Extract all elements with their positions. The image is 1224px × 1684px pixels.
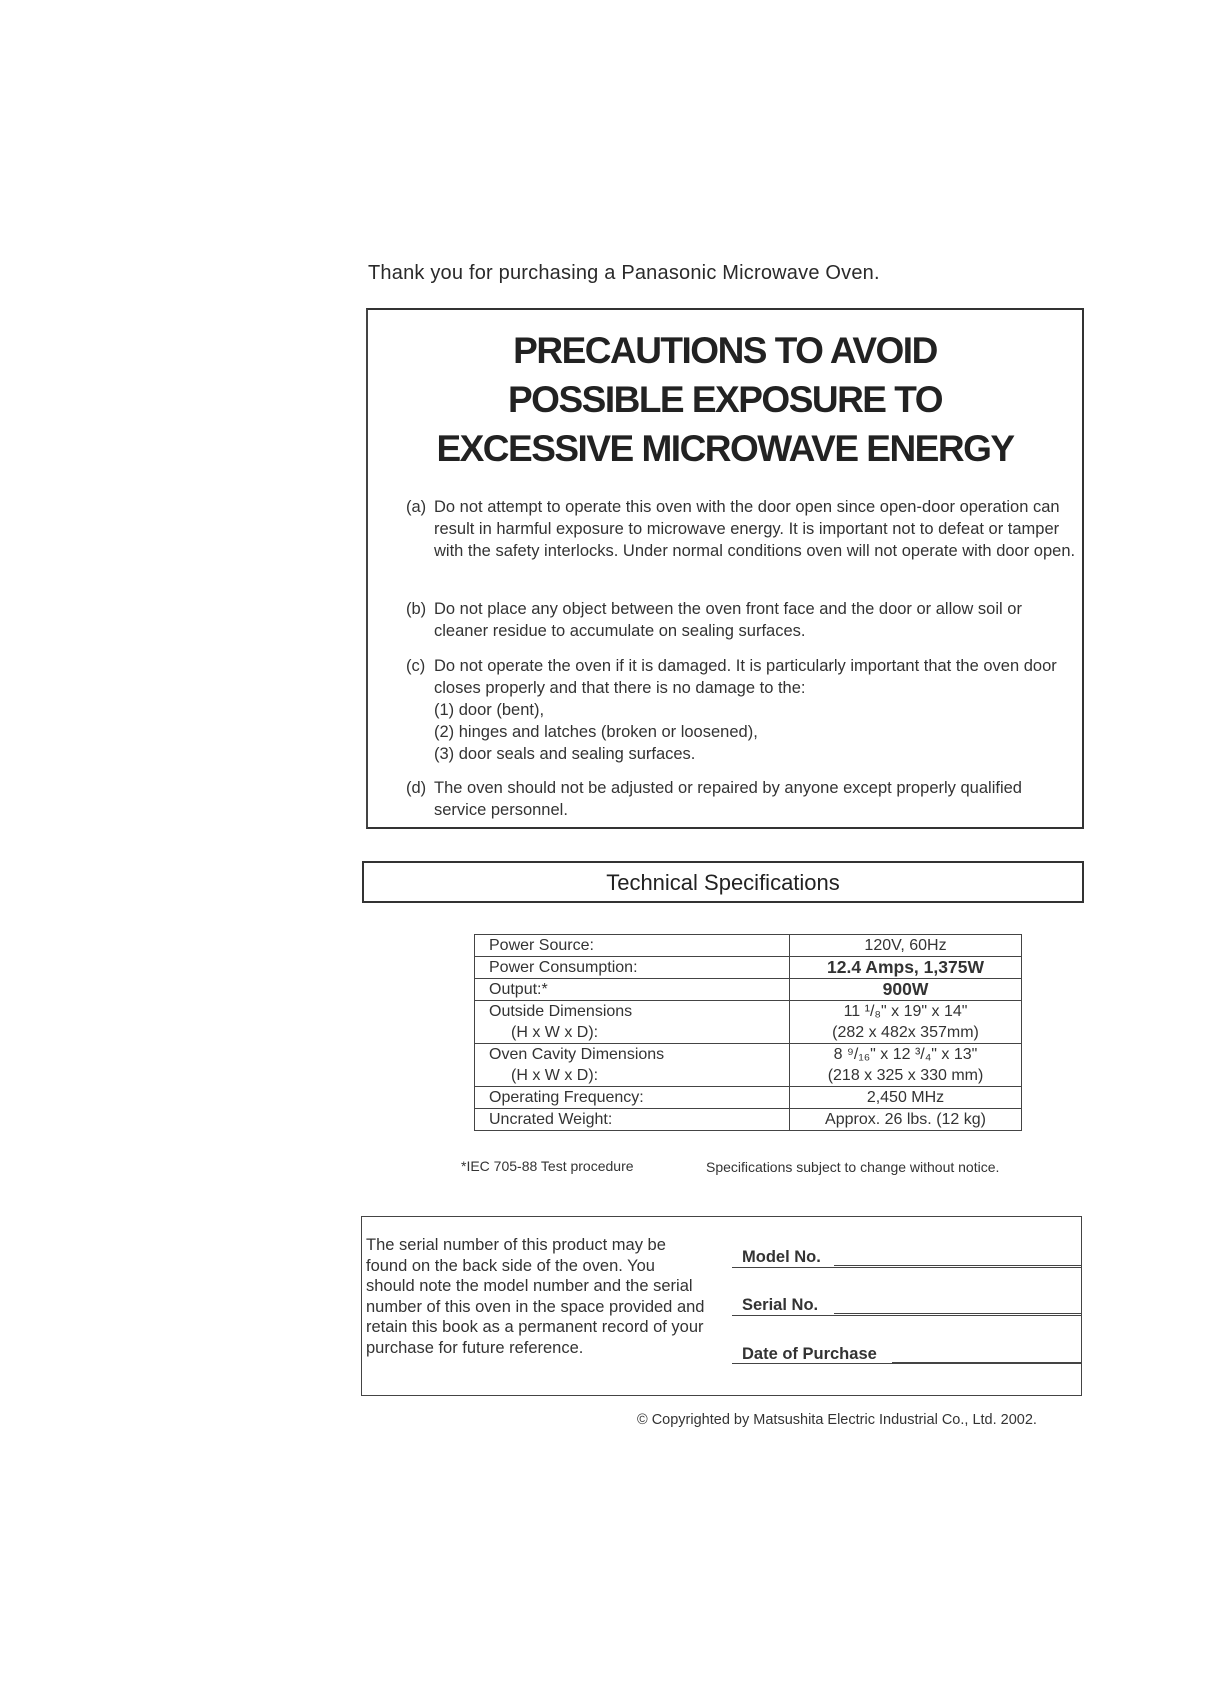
model-no-label: Model No.: [742, 1248, 821, 1266]
item-text: Do not attempt to operate this oven with the door open since open-door operation can result in harmful exposure to microwave energy. It is important not to defeat or tamper with the safety interlocks. Under normal conditions oven will not operate with door open.: [434, 498, 1076, 560]
precautions-title-line-3: EXCESSIVE MICROWAVE ENERGY: [436, 428, 1014, 469]
footnote: *IEC 705-88 Test procedure: [461, 1158, 634, 1174]
spec-label: [475, 1044, 790, 1087]
sub-item: (1) door (bent),: [434, 701, 545, 719]
tech-spec-title: Technical Specifications: [606, 870, 840, 895]
spec-label: Operating Frequency:: [475, 1087, 790, 1109]
spec-label: Output:*: [475, 979, 790, 1001]
spec-value: 2,450 MHz: [790, 1087, 1022, 1109]
precaution-item-a: [406, 496, 1076, 562]
spec-table: [474, 934, 1022, 1131]
table-row: [475, 1001, 1022, 1044]
spec-label: [475, 1001, 790, 1044]
sub-item: (2) hinges and latches (broken or loosened),: [434, 723, 758, 741]
date-of-purchase-label: Date of Purchase: [742, 1345, 877, 1363]
spec-value: [790, 1001, 1022, 1044]
spec-label: Uncrated Weight:: [475, 1109, 790, 1131]
spec-value: 120V, 60Hz: [790, 935, 1022, 957]
tech-spec-header: [362, 861, 1084, 903]
precautions-title-line-2: POSSIBLE EXPOSURE TO: [508, 379, 942, 420]
table-row: [475, 1087, 1022, 1109]
precautions-title-line-1: PRECAUTIONS TO AVOID: [513, 330, 937, 371]
sub-item: (3) door seals and sealing surfaces.: [434, 745, 696, 763]
spec-label: Power Source:: [475, 935, 790, 957]
serial-record-box: [361, 1216, 1082, 1396]
spec-label: Power Consumption:: [475, 957, 790, 979]
spec-value: Approx. 26 lbs. (12 kg): [790, 1109, 1022, 1131]
precautions-box: [366, 308, 1084, 829]
table-row: [475, 1109, 1022, 1131]
serial-no-label: Serial No.: [742, 1296, 819, 1314]
spec-value-line: 8 ⁹/₁₆" x 12 ³/₄" x 13": [833, 1046, 978, 1063]
divider: [732, 1363, 1081, 1364]
item-tag: (d): [406, 779, 427, 797]
precaution-item-d: [406, 777, 1076, 821]
intro-text: Thank you for purchasing a Panasonic Microwave Oven.: [368, 262, 880, 284]
spec-value-line: (218 x 325 x 330 mm): [827, 1067, 984, 1084]
precaution-item-b: [406, 598, 1076, 642]
item-text: Do not place any object between the oven front face and the door or allow soil or cleaner residue to accumulate on sealing surfaces.: [434, 600, 1022, 640]
table-row: [475, 979, 1022, 1001]
spec-value-line: (282 x 482x 357mm): [832, 1024, 979, 1041]
serial-no-line[interactable]: [834, 1313, 1081, 1314]
spec-notice: Specifications subject to change without notice.: [706, 1159, 1000, 1175]
spec-value: 12.4 Amps, 1,375W: [790, 957, 1022, 979]
model-no-line[interactable]: [834, 1265, 1081, 1266]
table-row: [475, 957, 1022, 979]
spec-value: 900W: [790, 979, 1022, 1001]
divider: [732, 1267, 1081, 1268]
table-row: [475, 1044, 1022, 1087]
item-tag: (c): [406, 657, 426, 675]
table-row: [475, 935, 1022, 957]
divider: [732, 1315, 1081, 1316]
spec-value: [790, 1044, 1022, 1087]
spec-label-line: (H x W x D):: [511, 1024, 599, 1041]
item-tag: (b): [406, 600, 427, 618]
item-text: The oven should not be adjusted or repaired by anyone except properly qualified service personnel.: [434, 779, 1022, 819]
spec-value-line: 11 ¹/₈" x 19" x 14": [843, 1003, 968, 1020]
spec-label-line: Oven Cavity Dimensions: [489, 1046, 665, 1063]
item-text: Do not operate the oven if it is damaged. It is particularly important that the oven door closes properly and that there is no damage to the:: [434, 657, 1057, 697]
serial-instructions: The serial number of this product may be found on the back side of the oven. You should note the model number and the serial number of this oven in the space provided and retain this book as a permanent record of your purchase for future reference.: [366, 1236, 705, 1357]
item-tag: (a): [406, 498, 427, 516]
spec-label-line: Outside Dimensions: [489, 1003, 633, 1020]
spec-label-line: (H x W x D):: [511, 1067, 599, 1084]
copyright-text: © Copyrighted by Matsushita Electric Industrial Co., Ltd. 2002.: [637, 1412, 1037, 1428]
precaution-item-c: [406, 655, 1076, 765]
